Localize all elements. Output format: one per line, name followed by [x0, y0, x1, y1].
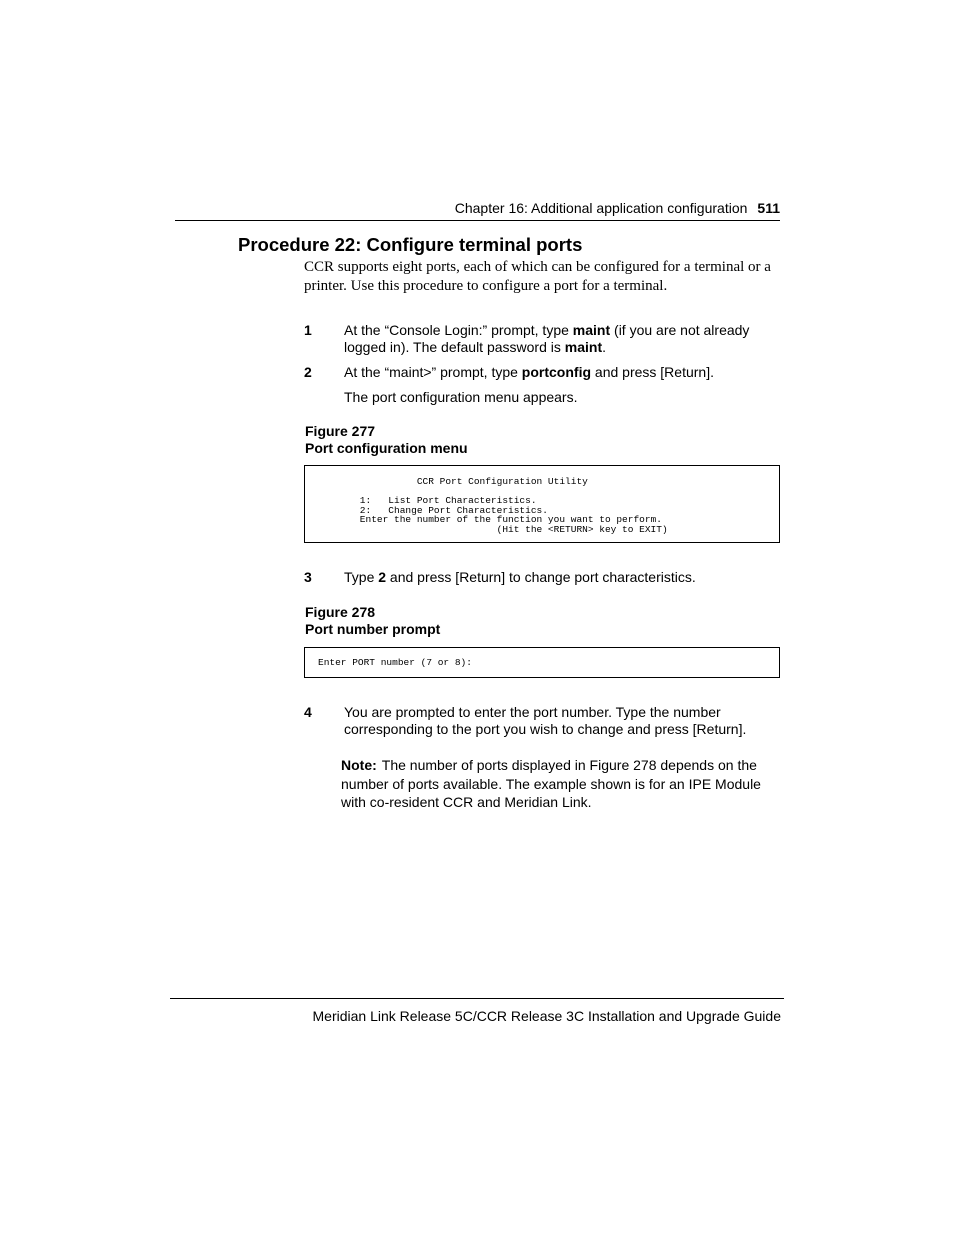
figure-277-heading [305, 423, 468, 457]
step-1-number: 1 [304, 322, 312, 338]
step-2-followup: The port configuration menu appears. [344, 389, 578, 405]
step-4-text: You are prompted to enter the port number. Type the number corresponding to the port you wish to change and press [Return]. [344, 704, 747, 737]
figure-277-caption: Port configuration menu [305, 440, 468, 456]
note-label: Note: [341, 757, 377, 773]
step-3-text: Type 2 and press [Return] to change port characteristics. [344, 569, 696, 585]
procedure-title: Procedure 22: Configure terminal ports [238, 234, 583, 255]
option-2: 2 [378, 569, 387, 585]
port-number-prompt-text: Enter PORT number (7 or 8): [318, 657, 472, 668]
note [341, 756, 781, 812]
header-rule [175, 220, 780, 221]
figure-278-caption: Port number prompt [305, 621, 441, 637]
note-text: The number of ports displayed in Figure 278 depends on the number of ports available. The example shown is for an IPE Module with co-resident CCR and Meridian Link. [341, 757, 761, 810]
figure-277-label: Figure 277 [305, 423, 376, 439]
figure-278-heading [305, 604, 440, 638]
step-3-number: 3 [304, 569, 312, 585]
figure-278-label: Figure 278 [305, 604, 376, 620]
port-config-menu-text: CCR Port Configuration Utility 1: List Port Characteristics. 2: Change Port Characteristics. Enter the number of the function you want to perform. (Hit the <RETURN> key to EXIT) [359, 476, 668, 535]
chapter-title: Chapter 16: Additional application configuration [454, 200, 748, 216]
password-maint: maint [564, 339, 603, 355]
figure-277-screen [304, 465, 780, 543]
figure-278-screen [304, 647, 780, 678]
intro-paragraph: CCR supports eight ports, each of which can be configured for a terminal or a printer. Use this procedure to configure a port for a terminal. [304, 259, 771, 294]
footer-rule [170, 998, 784, 999]
step-4-number: 4 [304, 704, 312, 720]
step-1-text: At the “Console Login:” prompt, type maint (if you are not already logged in). The default password is maint. [344, 322, 750, 355]
step-2-number: 2 [304, 364, 312, 380]
command-maint: maint [572, 322, 611, 338]
running-footer: Meridian Link Release 5C/CCR Release 3C Installation and Upgrade Guide [312, 1008, 781, 1024]
page-number: 511 [757, 200, 780, 216]
step-2-text: At the “maint>” prompt, type portconfig and press [Return]. [344, 364, 714, 380]
command-portconfig: portconfig [521, 364, 592, 380]
running-header [455, 200, 780, 216]
